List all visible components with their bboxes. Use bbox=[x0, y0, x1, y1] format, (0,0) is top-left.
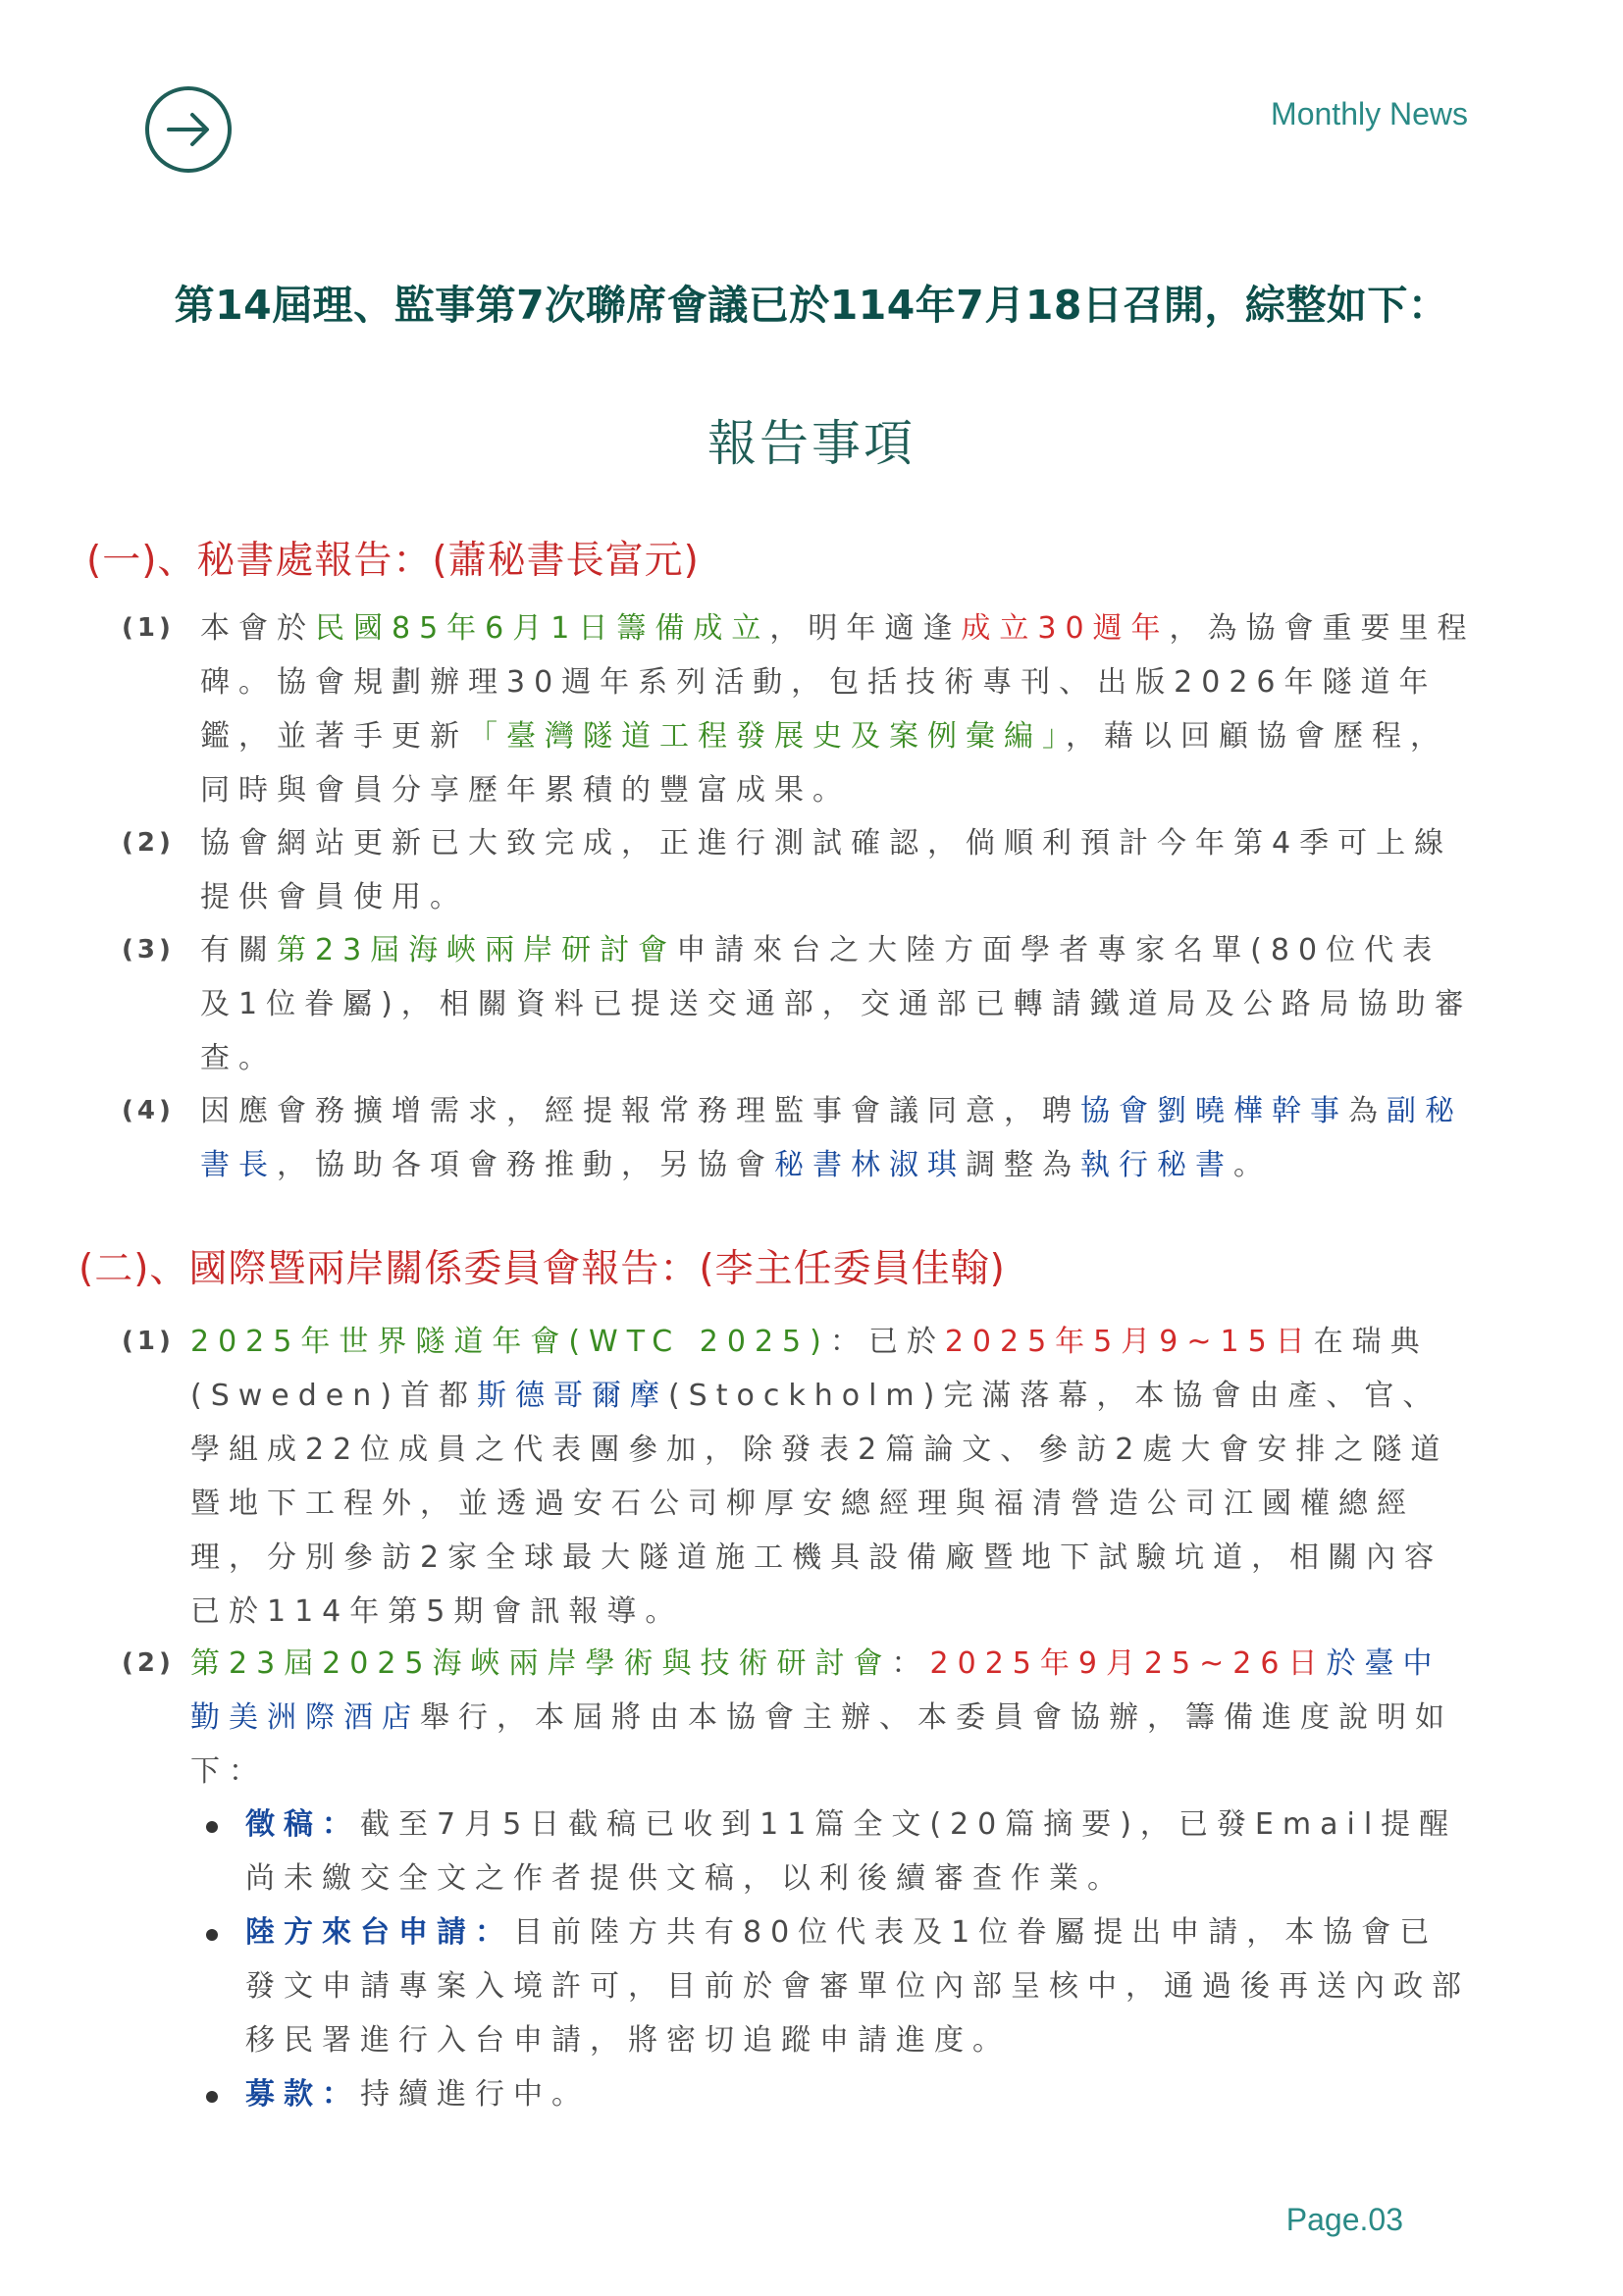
bullet-text: 目前陸方共有80位代表及1位眷屬提出申請，本協會已發文申請專案入境許可，目前於會審單位內部呈核中，通過後再送內政部移民署進行入台申請，將密切追蹤申請進度。 bbox=[245, 1915, 1470, 2058]
highlight: 於臺中勤美洲際酒店 bbox=[190, 1646, 1441, 1735]
s2-item-2 bbox=[122, 1637, 1476, 1799]
text: ，藉以回顧協會歷程，同時與會員分享歷年累積的豐富成果。 bbox=[200, 719, 1448, 808]
list-item bbox=[204, 2067, 1476, 2121]
arrow-right-icon bbox=[143, 84, 234, 175]
bullet-label: 徵稿： bbox=[245, 1807, 360, 1842]
item-number: (4) bbox=[122, 1096, 175, 1125]
bullet-text: 截至7月5日截稿已收到11篇全文(20篇摘要)，已發Email提醒尚未繳交全文之作者提供文稿，以利後續審查作業。 bbox=[245, 1807, 1458, 1896]
text: 有關 bbox=[200, 933, 277, 967]
highlight: 2025年5月9~15日 bbox=[944, 1325, 1314, 1359]
bullet-icon bbox=[206, 1929, 218, 1941]
bullet-label: 募款： bbox=[245, 2077, 360, 2112]
s2-item-1 bbox=[122, 1315, 1476, 1639]
highlight: 斯德哥爾摩 bbox=[476, 1379, 668, 1413]
text: (Stockholm)完滿落幕，本協會由產、官、學組成22位成員之代表團參加，除發表2篇論文、參訪2處大會安排之隧道暨地下工程外，並透過安石公司柳厚安總經理與福清營造公司江國權總經理，分別參訪2家全球最大隧道施工機具設備廠暨地下試驗坑道，相關內容已於114年第5期會訊報導。 bbox=[190, 1379, 1449, 1629]
bullet-label: 陸方來台申請： bbox=[245, 1915, 513, 1950]
highlight: 2025年世界隧道年會(WTC 2025) bbox=[190, 1325, 830, 1359]
header-tag: Monthly News bbox=[1271, 96, 1468, 131]
text: ，協助各項會務推動，另協會 bbox=[277, 1148, 774, 1182]
bullet-icon bbox=[206, 1821, 218, 1833]
bullet-text: 持續進行中。 bbox=[360, 2077, 590, 2112]
item-number: (2) bbox=[122, 828, 175, 858]
highlight: 「臺灣隧道工程發展史及案例彙編」 bbox=[468, 719, 1066, 754]
page-number: Page.03 bbox=[1285, 2202, 1403, 2237]
highlight: 第23屆海峽兩岸研討會 bbox=[277, 933, 677, 967]
list-item bbox=[204, 1905, 1476, 2067]
bullet-icon bbox=[206, 2091, 218, 2103]
s1-item-1 bbox=[122, 601, 1476, 817]
section-title: 報告事項 bbox=[707, 415, 916, 472]
item-number: (1) bbox=[122, 613, 175, 643]
text: ：已於 bbox=[829, 1325, 945, 1359]
highlight: 第23屆2025海峽兩岸學術與技術研討會 bbox=[190, 1646, 892, 1681]
highlight: 民國85年6月1日籌備成立 bbox=[315, 611, 770, 646]
highlight: 成立30週年 bbox=[961, 611, 1170, 646]
text: ，明年適逢 bbox=[769, 611, 962, 646]
item-number: (2) bbox=[122, 1648, 175, 1678]
section-1-heading: (一)、秘書處報告：(蕭秘書長富元) bbox=[86, 539, 700, 583]
item-number: (3) bbox=[122, 935, 175, 965]
text: 。 bbox=[1233, 1148, 1272, 1182]
s1-item-3 bbox=[122, 923, 1476, 1085]
list-item bbox=[204, 1798, 1476, 1905]
text: 舉行，本屆將由本協會主辦、本委員會協辦，籌備進度說明如下： bbox=[190, 1700, 1453, 1789]
main-title: 第14屆理、監事第7次聯席會議已於114年7月18日召開，綜整如下： bbox=[174, 282, 1449, 329]
text: 調整為 bbox=[966, 1148, 1080, 1182]
text: 為 bbox=[1348, 1094, 1387, 1128]
highlight: 協會劉曉樺幹事 bbox=[1080, 1094, 1348, 1128]
s1-item-2 bbox=[122, 816, 1476, 924]
text: ，為協會重要里程碑。協會規劃辦理30週年系列活動，包括技術專刊、出版2026年隧道年鑑，並著手更新 bbox=[200, 611, 1476, 754]
progress-list bbox=[204, 1798, 1476, 2121]
text: 在瑞典(Sweden)首都 bbox=[190, 1325, 1429, 1413]
highlight: 2025年9月25~26日 bbox=[929, 1646, 1327, 1681]
highlight: 執行秘書 bbox=[1080, 1148, 1233, 1182]
text: 申請來台之大陸方面學者專家名單(80位代表及1位眷屬)，相關資料已提送交通部，交通部已轉請鐵道局及公路局協助審查。 bbox=[200, 933, 1473, 1075]
text: ： bbox=[891, 1646, 930, 1681]
highlight: 秘書林淑琪 bbox=[774, 1148, 966, 1182]
section-2-heading: (二)、國際暨兩岸關係委員會報告：(李主任委員佳翰) bbox=[79, 1247, 1006, 1291]
highlight: 副秘書長 bbox=[200, 1094, 1463, 1182]
text: 因應會務擴增需求，經提報常務理監事會議同意，聘 bbox=[200, 1094, 1080, 1128]
item-number: (1) bbox=[122, 1327, 175, 1356]
text: 協會網站更新已大致完成，正進行測試確認，倘順利預計今年第4季可上線提供會員使用。 bbox=[200, 826, 1453, 914]
s1-item-4 bbox=[122, 1084, 1476, 1192]
text: 本會於 bbox=[200, 611, 315, 646]
